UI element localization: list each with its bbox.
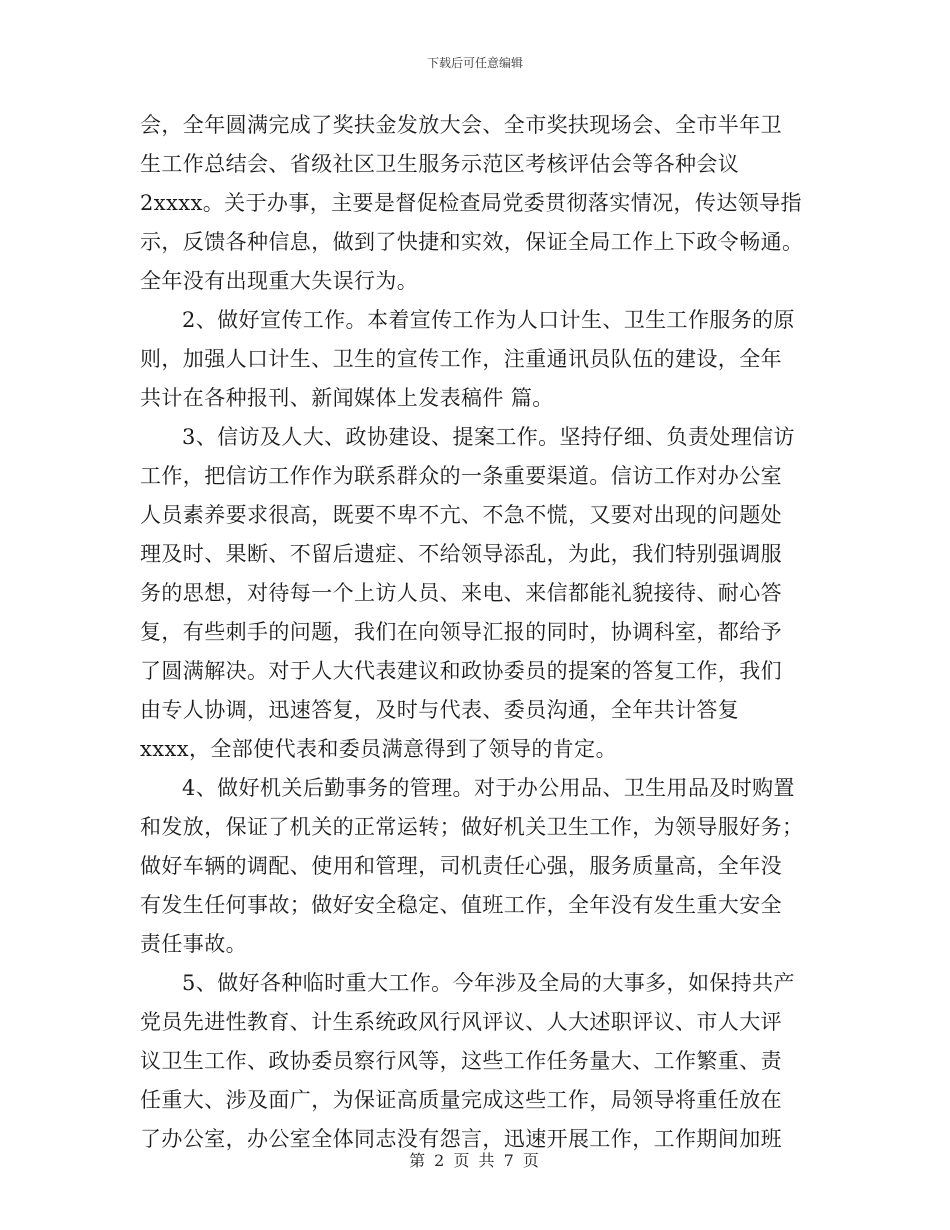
body-line: 务的思想，对待每一个上访人员、来电、来信都能礼貌接待、耐心答 [140, 581, 782, 605]
body-line: 和发放，保证了机关的正常运转；做好机关卫生工作，为领导服好务； [140, 815, 804, 839]
body-line: 了办公室，办公室全体同志没有怨言，迅速开展工作，工作期间加班 [140, 1127, 782, 1151]
body-line: 2xxxx。关于办事，主要是督促检查局党委贯彻落实情况，传达领导指 [140, 191, 802, 215]
page-header-note: 下载后可任意编辑 [426, 56, 523, 70]
paragraph-2-start: 2、做好宣传工作。本着宣传工作为人口计生、卫生工作服务的原 [182, 308, 795, 332]
body-line: 全年没有出现重大失误行为。 [140, 269, 419, 293]
body-line: 做好车辆的调配、使用和管理，司机责任心强，服务质量高，全年没 [140, 854, 782, 878]
paragraph-5-start: 5、做好各种临时重大工作。今年涉及全局的大事多，如保持共产 [182, 971, 795, 995]
body-line: 则，加强人口计生、卫生的宣传工作，注重通讯员队伍的建设，全年 [140, 347, 782, 371]
body-line: 人员素养要求很高，既要不卑不亢、不急不慌，又要对出现的问题处 [140, 503, 782, 527]
paragraph-3-start: 3、信访及人大、政协建设、提案工作。坚持仔细、负责处理信访 [182, 425, 795, 449]
document-body [140, 106, 806, 1159]
body-line: 工作，把信访工作作为联系群众的一条重要渠道。信访工作对办公室 [140, 464, 782, 488]
paragraph-4-start: 4、做好机关后勤事务的管理。对于办公用品、卫生用品及时购置 [182, 776, 795, 800]
body-line: 理及时、果断、不留后遗症、不给领导添乱，为此，我们特别强调服 [140, 542, 782, 566]
page-number: 第 2 页 共 7 页 [409, 1151, 541, 1170]
body-line: 复，有些刺手的问题，我们在向领导汇报的同时，协调科室，都给予 [140, 620, 782, 644]
body-line: 共计在各种报刊、新闻媒体上发表稿件 篇。 [140, 386, 554, 410]
body-line: 任重大、涉及面广，为保证高质量完成这些工作，局领导将重任放在 [140, 1088, 782, 1112]
body-line: 生工作总结会、省级社区卫生服务示范区考核评估会等各种会议 [140, 152, 740, 176]
body-line: 由专人协调，迅速答复，及时与代表、委员沟通，全年共计答复 [140, 698, 740, 722]
body-line: 会，全年圆满完成了奖扶金发放大会、全市奖扶现场会、全市半年卫 [140, 113, 782, 137]
body-line: 了圆满解决。对于人大代表建议和政协委员的提案的答复工作，我们 [140, 659, 782, 683]
body-line: 责任事故。 [140, 932, 247, 956]
body-line: xxxx，全部使代表和委员满意得到了领导的肯定。 [140, 737, 617, 761]
body-line: 示，反馈各种信息，做到了快捷和实效，保证全局工作上下政令畅通。 [140, 230, 804, 254]
body-line: 有发生任何事故；做好安全稳定、值班工作，全年没有发生重大安全 [140, 893, 782, 917]
body-line: 议卫生工作、政协委员察行风等，这些工作任务量大、工作繁重、责 [140, 1049, 782, 1073]
body-line: 党员先进性教育、计生系统政风行风评议、人大述职评议、市人大评 [140, 1010, 782, 1034]
